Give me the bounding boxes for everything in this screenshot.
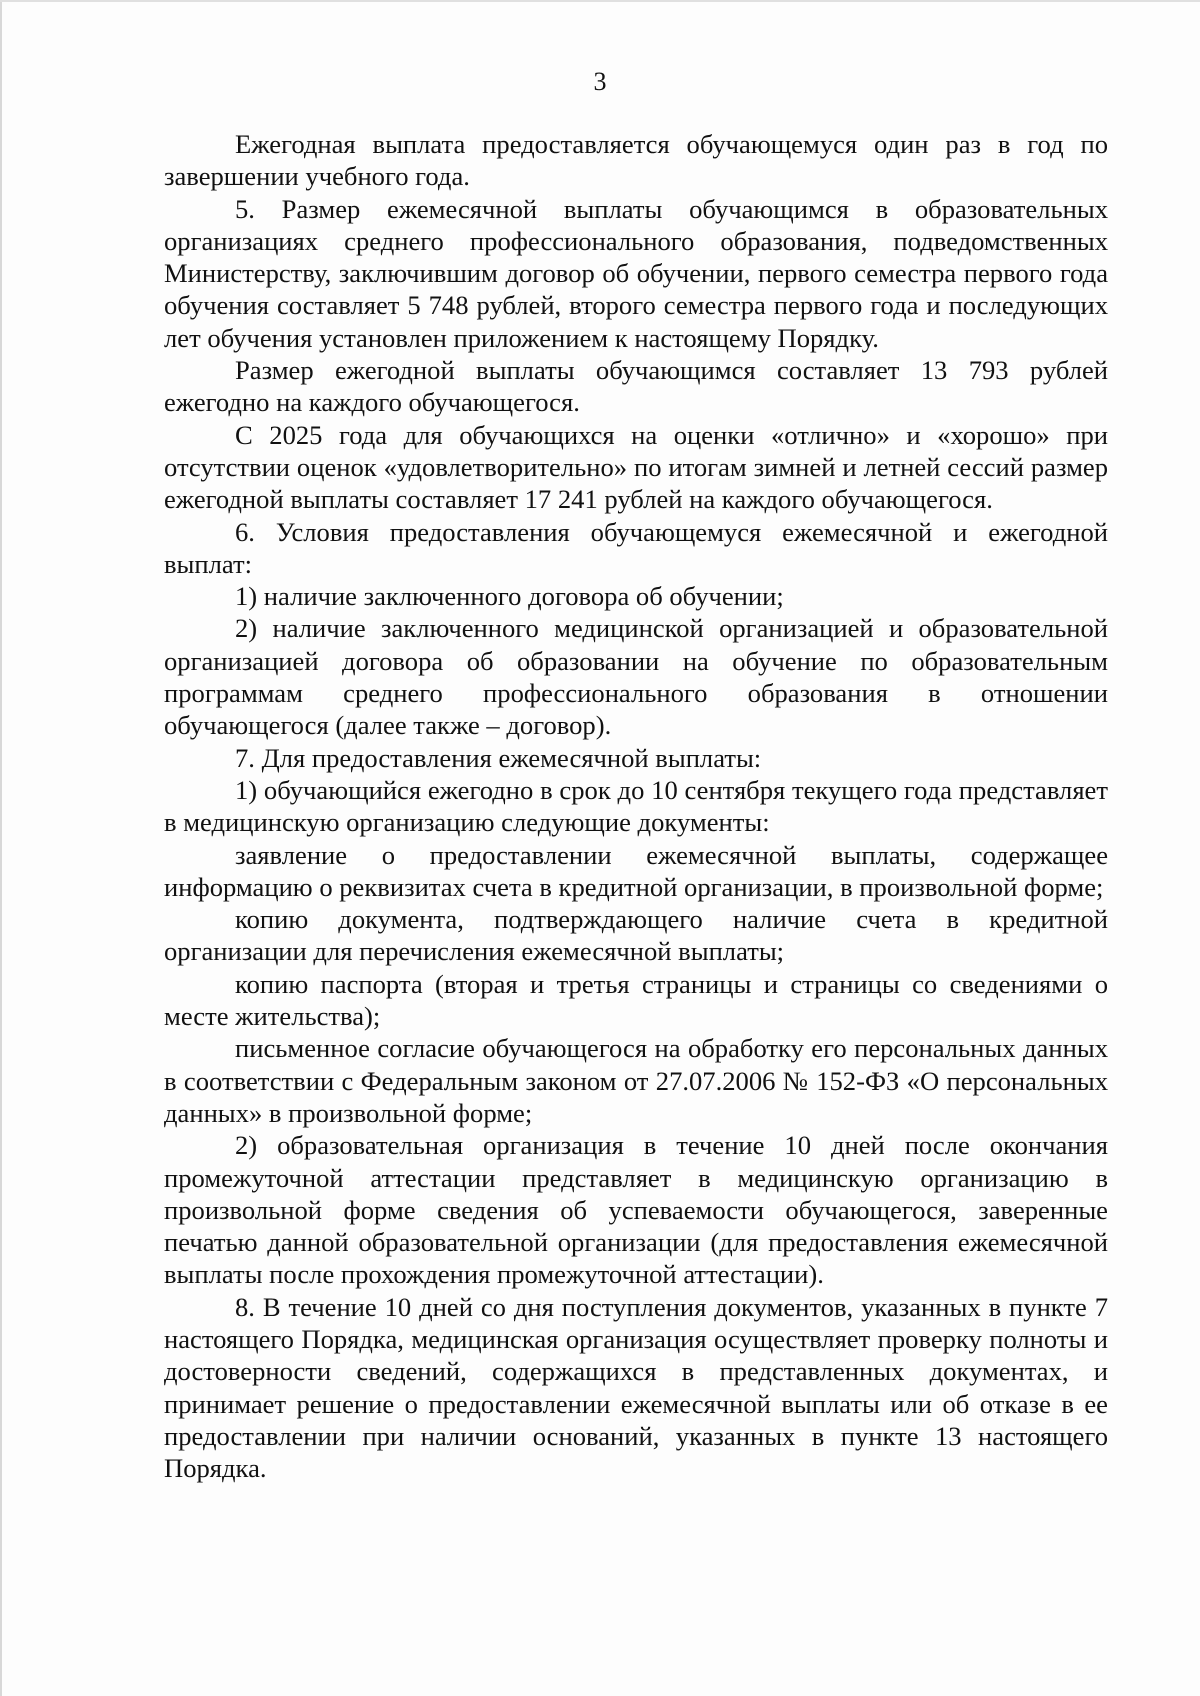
paragraph-doc-account: копию документа, подтверждающего наличие счета в кредитной организации для перечисления ежемесячной выплаты;	[164, 904, 1108, 967]
page-number: 3	[593, 67, 607, 96]
scan-edge-top	[0, 0, 1200, 2]
document-body	[164, 128, 1108, 1484]
paragraph-item-5: 5. Размер ежемесячной выплаты обучающимся в образовательных организациях среднего профессионального образования, подведомственных Министерству, заключившим договор об обучении, первого семестра первого года обучения составляет 5 748 рублей, второго семестра первого года и последующих лет обучения установлен приложением к настоящему Порядку.	[164, 193, 1108, 353]
paragraph-item-6-2: 2) наличие заключенного медицинской организацией и образовательной организацией договора об образовании на обучение по образовательным программам среднего профессионального образования в отношении обучающегося (далее также – договор).	[164, 613, 1108, 741]
paragraph-item-7: 7. Для предоставления ежемесячной выплаты:	[235, 742, 762, 773]
paragraph-doc-consent: письменное согласие обучающегося на обработку его персональных данных в соответствии с Федеральным законом от 27.07.2006 № 152-ФЗ «О персональных данных» в произвольной форме;	[164, 1033, 1108, 1128]
paragraph-doc-passport: копию паспорта (вторая и третья страницы и страницы со сведениями о месте жительства);	[164, 968, 1108, 1032]
paragraph-item-8: 8. В течение 10 дней со дня поступления документов, указанных в пункте 7 настоящего Порядка, медицинская организация осуществляет проверку полноты и достоверности сведений, содержащихся в представленных документах, и принимает решение о предоставлении ежемесячной выплаты или об отказе в ее предоставлении при наличии оснований, указанных в пункте 13 настоящего Порядка.	[164, 1291, 1108, 1484]
paragraph-annual-payment: Ежегодная выплата предоставляется обучающемуся один раз в год по завершении учебного года.	[164, 129, 1108, 192]
paragraph-2025-amount: С 2025 года для обучающихся на оценки «отлично» и «хорошо» при отсутствии оценок «удовлетворительно» по итогам зимней и летней сессий размер ежегодной выплаты составляет 17 241 рублей на каждого обучающегося.	[164, 419, 1108, 515]
scan-edge-left	[0, 0, 2, 1696]
paragraph-annual-amount: Размер ежегодной выплаты обучающимся составляет 13 793 рублей ежегодно на каждого обучающегося.	[164, 355, 1108, 418]
paragraph-item-6: 6. Условия предоставления обучающемуся ежемесячной и ежегодной выплат:	[164, 516, 1108, 579]
paragraph-item-6-1: 1) наличие заключенного договора об обучении;	[235, 581, 784, 612]
paragraph-item-7-2: 2) образовательная организация в течение 10 дней после окончания промежуточной аттестации представляет в медицинскую организацию в произвольной форме сведения об успеваемости обучающегося, заверенные печатью данной образовательной организации (для предоставления ежемесячной выплаты после прохождения промежуточной аттестации).	[164, 1130, 1108, 1290]
paragraph-item-7-1: 1) обучающийся ежегодно в срок до 10 сентября текущего года представляет в медицинскую организацию следующие документы:	[164, 774, 1108, 838]
paragraph-doc-application: заявление о предоставлении ежемесячной выплаты, содержащее информацию о реквизитах счета в кредитной организации, в произвольной форме;	[164, 839, 1108, 902]
